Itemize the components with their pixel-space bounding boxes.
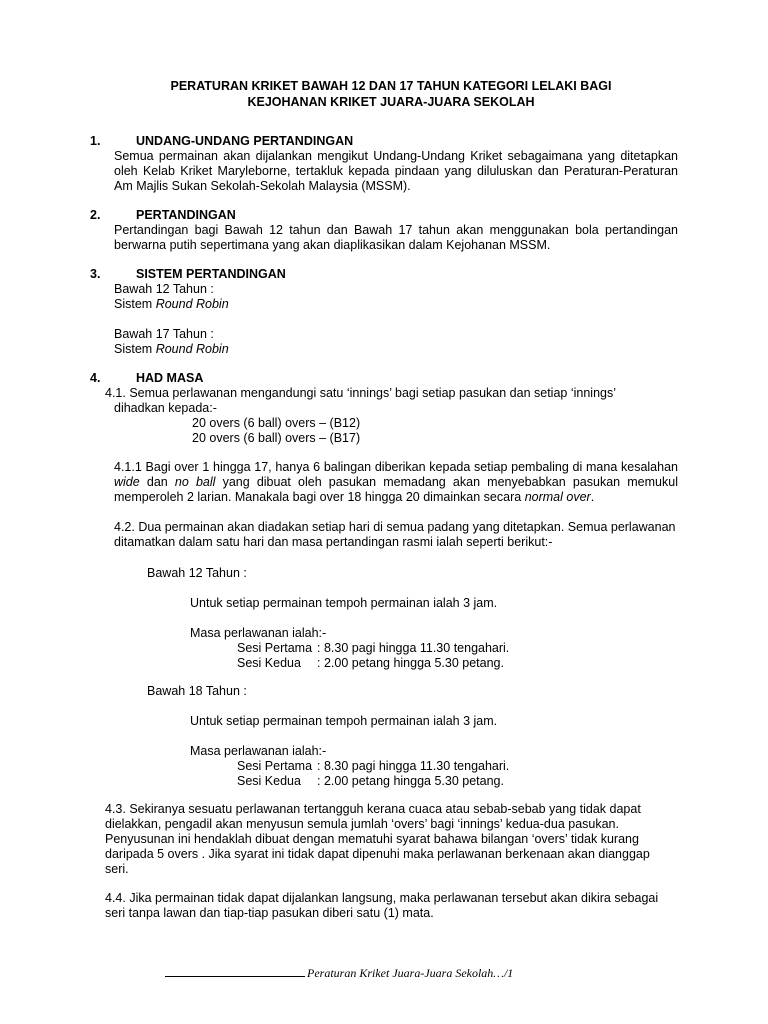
system-line: Sistem Round Robin — [114, 342, 229, 356]
section-4 — [90, 371, 678, 386]
section-title: PERTANDINGAN — [136, 208, 236, 222]
section-title: SISTEM PERTANDINGAN — [136, 267, 286, 281]
clause-4-3: 4.3. Sekiranya sesuatu perlawanan tertangguh kerana cuaca atau sebab-sebab yang tidak dapat dielakkan, pengadil akan menyusun semula jumlah ‘overs’ bagi ‘innings’ kedua-dua pasukan. Penyusunan ini hendaklah dibuat dengan mematuhi syarat bahawa bilangan ‘overs’ tidak kurang daripada 5 overs . Jika syarat ini tidak dapat dipenuhi maka perlawanan berkenaan akan dianggap seri. — [105, 802, 650, 876]
schedule-b18: Bawah 18 Tahun : Untuk setiap permainan tempoh permainan ialah 3 jam. Masa perlawanan ialah:- Sesi Pertama : 8.30 pagi hingga 11.30 tengahari. Sesi Kedua : 2.00 petang hingga 5.30 petang. — [147, 684, 510, 788]
document-title — [0, 78, 768, 110]
clause-4-4: 4.4. Jika permainan tidak dapat dijalankan langsung, maka perlawanan tersebut akan dikira sebagai seri tanpa lawan dan tiap-tiap pasukan diberi satu (1) mata. — [105, 891, 659, 920]
section-2 — [90, 208, 678, 253]
overs-b17: 20 overs (6 ball) overs – (B17) — [192, 431, 361, 445]
clause-4-1-1: 4.1.1 Bagi over 1 hingga 17, hanya 6 balingan diberikan kepada setiap pembaling di mana kesalahan wide dan no ball yang dibuat oleh pasukan memadang akan menyebabkan pasukan memukul memperoleh 2 larian. Manakala bagi over 18 hingga 20 dimainkan secara normal over. — [114, 460, 678, 504]
footer-rule — [165, 966, 305, 977]
section-heading — [90, 267, 678, 282]
section-number: 1. — [90, 134, 101, 148]
schedule-b12: Bawah 12 Tahun : Untuk setiap permainan tempoh permainan ialah 3 jam. Masa perlawanan ialah:- Sesi Pertama : 8.30 pagi hingga 11.30 tengahari. Sesi Kedua : 2.00 petang hingga 5.30 petang. — [147, 566, 510, 670]
section-body: Pertandingan bagi Bawah 12 tahun dan Bawah 17 tahun akan menggunakan bola pertandingan berwarna putih sepertimana yang akan diaplikasikan dalam Kejohanan MSSM. — [114, 223, 678, 252]
overs-b12: 20 overs (6 ball) overs – (B12) — [192, 416, 361, 430]
section-title: HAD MASA — [136, 371, 204, 385]
system-line: Sistem Round Robin — [114, 297, 229, 311]
clause-4-1: 4.1. Semua perlawanan mengandungi satu ‘innings’ bagi setiap pasukan dan setiap ‘innings’ dihadkan kepada:- 20 overs (6 ball) overs – (B12) 20 overs (6 ball) overs – (B17) — [105, 386, 677, 446]
section-title: UNDANG-UNDANG PERTANDINGAN — [136, 134, 354, 148]
section-3 — [90, 267, 678, 357]
title-line-1: PERATURAN KRIKET BAWAH 12 DAN 17 TAHUN KATEGORI LELAKI BAGI — [170, 79, 612, 93]
section-number: 4. — [90, 371, 101, 385]
section-heading — [90, 134, 678, 149]
page-footer — [165, 966, 513, 981]
section-heading — [90, 371, 678, 386]
clause-4-2: 4.2. Dua permainan akan diadakan setiap hari di semua padang yang ditetapkan. Semua perlawanan ditamatkan dalam satu hari dan masa pertandingan rasmi ialah seperti berikut:- — [114, 520, 676, 549]
title-line-2: KEJOHANAN KRIKET JUARA-JUARA SEKOLAH — [247, 95, 535, 109]
section-body: Semua permainan akan dijalankan mengikut Undang-Undang Kriket sebagaimana yang ditetapkan oleh Kelab Kriket Maryleborne, tertakluk kepada pindaan yang diluluskan dan Peraturan-Peraturan Am Majlis Sukan Sekolah-Sekolah Malaysia (MSSM). — [114, 149, 678, 193]
footer-text: Peraturan Kriket Juara-Juara Sekolah…/1 — [307, 966, 514, 980]
category-label: Bawah 17 Tahun : — [114, 327, 214, 341]
section-number: 3. — [90, 267, 101, 281]
section-number: 2. — [90, 208, 101, 222]
section-heading — [90, 208, 678, 223]
category-label: Bawah 12 Tahun : — [114, 282, 214, 296]
section-1 — [90, 134, 678, 194]
